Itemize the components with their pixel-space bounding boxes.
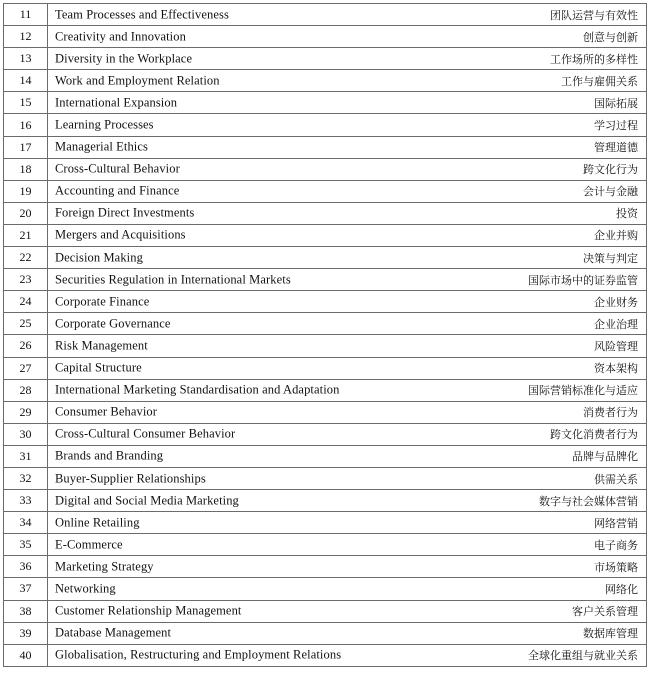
topic-english: Mergers and Acquisitions bbox=[55, 227, 186, 242]
topic-english: Consumer Behavior bbox=[55, 404, 158, 419]
topic-english: Diversity in the Workplace bbox=[55, 51, 193, 66]
row-number: 31 bbox=[4, 445, 48, 467]
topic-chinese: 决策与判定 bbox=[583, 251, 638, 265]
topic-chinese: 市场策略 bbox=[594, 560, 638, 574]
row-number: 36 bbox=[4, 556, 48, 578]
topic-english: Corporate Governance bbox=[55, 316, 171, 331]
table-row bbox=[4, 467, 647, 489]
topic-table-container bbox=[3, 3, 646, 667]
topic-chinese: 管理道德 bbox=[594, 141, 638, 155]
topic-chinese: 网络化 bbox=[605, 582, 638, 596]
topic-english: Database Management bbox=[55, 625, 172, 640]
topic-cell bbox=[48, 26, 647, 48]
topic-cell bbox=[48, 335, 647, 357]
topic-english: International Expansion bbox=[55, 95, 178, 110]
row-number: 23 bbox=[4, 269, 48, 291]
topic-cell bbox=[48, 357, 647, 379]
topic-chinese: 消费者行为 bbox=[583, 406, 638, 420]
topic-english: Buyer-Supplier Relationships bbox=[55, 471, 206, 486]
topic-english: Networking bbox=[55, 581, 116, 596]
topic-chinese: 全球化重组与就业关系 bbox=[528, 649, 638, 663]
topic-english: Corporate Finance bbox=[55, 294, 150, 309]
topic-cell bbox=[48, 70, 647, 92]
row-number: 33 bbox=[4, 490, 48, 512]
table-row bbox=[4, 92, 647, 114]
row-number: 35 bbox=[4, 534, 48, 556]
topic-chinese: 学习过程 bbox=[594, 119, 638, 133]
topic-table-body bbox=[4, 4, 647, 667]
row-number: 15 bbox=[4, 92, 48, 114]
topic-cell bbox=[48, 291, 647, 313]
topic-english: Accounting and Finance bbox=[55, 183, 180, 198]
row-number: 17 bbox=[4, 136, 48, 158]
topic-cell bbox=[48, 48, 647, 70]
topic-chinese: 数字与社会媒体营销 bbox=[539, 494, 638, 508]
topic-cell bbox=[48, 423, 647, 445]
topic-chinese: 国际拓展 bbox=[594, 96, 638, 110]
row-number: 25 bbox=[4, 313, 48, 335]
row-number: 28 bbox=[4, 379, 48, 401]
topic-english: Online Retailing bbox=[55, 515, 140, 530]
topic-cell bbox=[48, 114, 647, 136]
table-row bbox=[4, 357, 647, 379]
topic-english: Cross-Cultural Consumer Behavior bbox=[55, 426, 236, 441]
topic-english: Risk Management bbox=[55, 338, 148, 353]
topic-cell bbox=[48, 622, 647, 644]
row-number: 21 bbox=[4, 224, 48, 246]
topic-chinese: 工作场所的多样性 bbox=[550, 52, 638, 66]
topic-chinese: 会计与金融 bbox=[583, 185, 638, 199]
table-row bbox=[4, 600, 647, 622]
table-row bbox=[4, 70, 647, 92]
topic-english: Digital and Social Media Marketing bbox=[55, 493, 239, 508]
table-row bbox=[4, 313, 647, 335]
topic-cell bbox=[48, 578, 647, 600]
topic-cell bbox=[48, 180, 647, 202]
row-number: 39 bbox=[4, 622, 48, 644]
row-number: 32 bbox=[4, 467, 48, 489]
topic-chinese: 投资 bbox=[616, 207, 638, 221]
topic-chinese: 客户关系管理 bbox=[572, 605, 638, 619]
table-row bbox=[4, 490, 647, 512]
topic-chinese: 企业财务 bbox=[594, 295, 638, 309]
topic-cell bbox=[48, 445, 647, 467]
table-row bbox=[4, 379, 647, 401]
topic-cell bbox=[48, 600, 647, 622]
table-row bbox=[4, 335, 647, 357]
topic-chinese: 国际营销标准化与适应 bbox=[528, 384, 638, 398]
topic-english: Learning Processes bbox=[55, 117, 154, 132]
row-number: 16 bbox=[4, 114, 48, 136]
topic-english: Securities Regulation in International Markets bbox=[55, 272, 291, 287]
table-row bbox=[4, 247, 647, 269]
topic-english: Cross-Cultural Behavior bbox=[55, 161, 180, 176]
topic-chinese: 企业并购 bbox=[594, 229, 638, 243]
topic-cell bbox=[48, 556, 647, 578]
table-row bbox=[4, 534, 647, 556]
topic-chinese: 工作与雇佣关系 bbox=[561, 74, 638, 88]
topic-cell bbox=[48, 512, 647, 534]
table-row bbox=[4, 26, 647, 48]
topic-english: Foreign Direct Investments bbox=[55, 205, 195, 220]
topic-chinese: 数据库管理 bbox=[583, 627, 638, 641]
table-row bbox=[4, 158, 647, 180]
topic-cell bbox=[48, 401, 647, 423]
table-row bbox=[4, 202, 647, 224]
topic-cell bbox=[48, 202, 647, 224]
row-number: 18 bbox=[4, 158, 48, 180]
topic-english: Brands and Branding bbox=[55, 448, 164, 463]
topic-chinese: 资本架构 bbox=[594, 362, 638, 376]
row-number: 30 bbox=[4, 423, 48, 445]
topic-table bbox=[3, 3, 647, 667]
table-row bbox=[4, 401, 647, 423]
topic-chinese: 团队运营与有效性 bbox=[550, 8, 638, 22]
topic-chinese: 国际市场中的证券监管 bbox=[528, 273, 638, 287]
topic-chinese: 品牌与品牌化 bbox=[572, 450, 638, 464]
table-row bbox=[4, 224, 647, 246]
table-row bbox=[4, 136, 647, 158]
table-row bbox=[4, 512, 647, 534]
row-number: 11 bbox=[4, 4, 48, 26]
topic-english: Decision Making bbox=[55, 250, 143, 265]
topic-cell bbox=[48, 534, 647, 556]
table-row bbox=[4, 556, 647, 578]
topic-cell bbox=[48, 644, 647, 666]
table-row bbox=[4, 578, 647, 600]
row-number: 38 bbox=[4, 600, 48, 622]
table-row bbox=[4, 269, 647, 291]
topic-cell bbox=[48, 158, 647, 180]
topic-english: International Marketing Standardisation and Adaptation bbox=[55, 382, 340, 397]
topic-chinese: 风险管理 bbox=[594, 339, 638, 353]
table-row bbox=[4, 291, 647, 313]
topic-cell bbox=[48, 490, 647, 512]
row-number: 40 bbox=[4, 644, 48, 666]
topic-chinese: 网络营销 bbox=[594, 516, 638, 530]
topic-english: Marketing Strategy bbox=[55, 559, 154, 574]
row-number: 26 bbox=[4, 335, 48, 357]
topic-english: Globalisation, Restructuring and Employment Relations bbox=[55, 647, 342, 662]
topic-english: E-Commerce bbox=[55, 537, 123, 552]
topic-chinese: 跨文化消费者行为 bbox=[550, 428, 638, 442]
table-row bbox=[4, 445, 647, 467]
topic-cell bbox=[48, 92, 647, 114]
topic-english: Work and Employment Relation bbox=[55, 73, 220, 88]
topic-cell bbox=[48, 4, 647, 26]
table-row bbox=[4, 4, 647, 26]
topic-cell bbox=[48, 467, 647, 489]
topic-cell bbox=[48, 269, 647, 291]
topic-chinese: 供需关系 bbox=[594, 472, 638, 486]
topic-cell bbox=[48, 247, 647, 269]
topic-cell bbox=[48, 136, 647, 158]
table-row bbox=[4, 180, 647, 202]
row-number: 12 bbox=[4, 26, 48, 48]
topic-chinese: 电子商务 bbox=[594, 538, 638, 552]
table-row bbox=[4, 644, 647, 666]
row-number: 29 bbox=[4, 401, 48, 423]
row-number: 14 bbox=[4, 70, 48, 92]
row-number: 22 bbox=[4, 247, 48, 269]
table-row bbox=[4, 114, 647, 136]
topic-english: Team Processes and Effectiveness bbox=[55, 7, 229, 22]
topic-english: Creativity and Innovation bbox=[55, 29, 186, 44]
row-number: 37 bbox=[4, 578, 48, 600]
topic-cell bbox=[48, 379, 647, 401]
topic-english: Customer Relationship Management bbox=[55, 603, 242, 618]
table-row bbox=[4, 48, 647, 70]
row-number: 19 bbox=[4, 180, 48, 202]
topic-chinese: 创意与创新 bbox=[583, 30, 638, 44]
row-number: 13 bbox=[4, 48, 48, 70]
row-number: 20 bbox=[4, 202, 48, 224]
row-number: 24 bbox=[4, 291, 48, 313]
topic-english: Capital Structure bbox=[55, 360, 142, 375]
topic-cell bbox=[48, 224, 647, 246]
table-row bbox=[4, 423, 647, 445]
row-number: 27 bbox=[4, 357, 48, 379]
table-row bbox=[4, 622, 647, 644]
topic-chinese: 企业治理 bbox=[594, 317, 638, 331]
topic-chinese: 跨文化行为 bbox=[583, 163, 638, 177]
topic-english: Managerial Ethics bbox=[55, 139, 148, 154]
topic-cell bbox=[48, 313, 647, 335]
row-number: 34 bbox=[4, 512, 48, 534]
